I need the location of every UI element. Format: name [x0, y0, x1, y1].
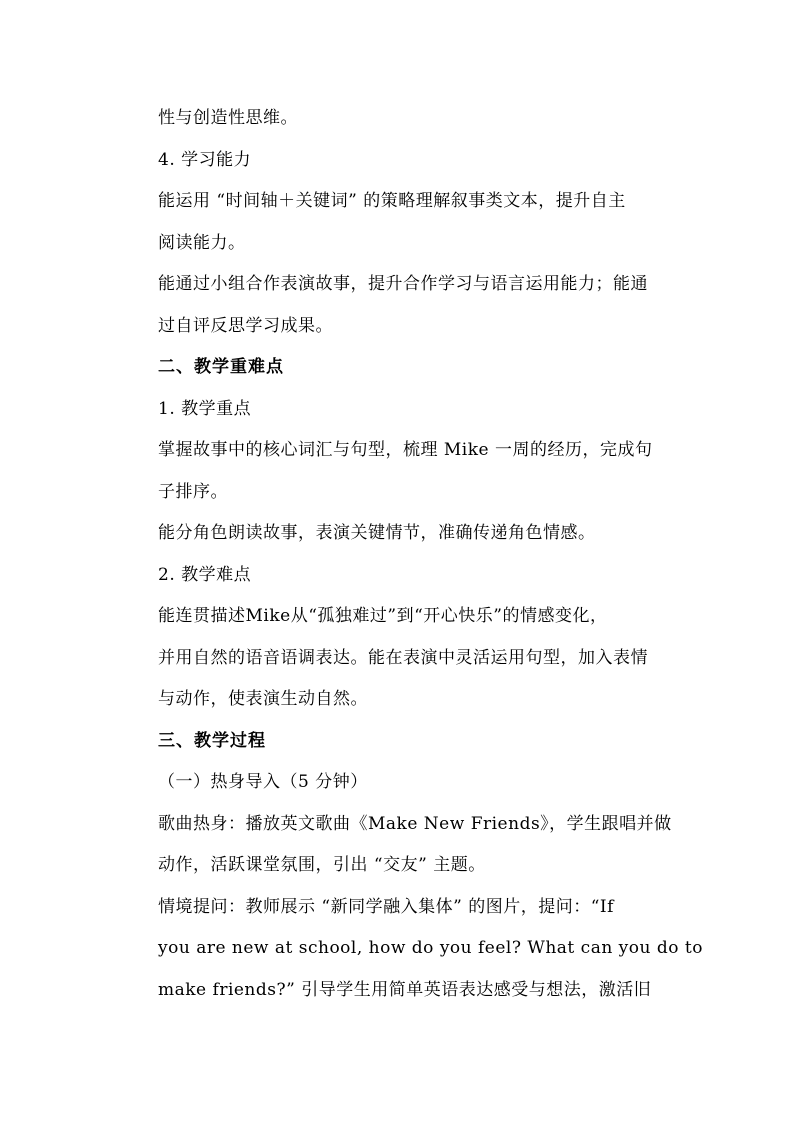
- body-text-line: 阅读能力。: [158, 233, 246, 253]
- body-text-line: 过自评反思学习成果。: [158, 316, 333, 336]
- body-text-line: you are new at school, how do you feel? What can you do to: [158, 938, 703, 958]
- body-text-line: 并用自然的语音语调表达。能在表演中灵活运用句型，加入表情: [158, 648, 648, 668]
- body-text-line: 能通过小组合作表演故事，提升合作学习与语言运用能力；能通: [158, 274, 648, 294]
- body-text-line: 子排序。: [158, 482, 228, 502]
- body-text-line: 情境提问：教师展示 “新同学融入集体” 的图片，提问：“If: [158, 897, 614, 917]
- subheading-teaching-focus: 1. 教学重点: [158, 399, 252, 419]
- subheading-learning-ability: 4. 学习能力: [158, 150, 252, 170]
- body-text-line: 性与创造性思维。: [158, 108, 298, 128]
- body-text-line: 掌握故事中的核心词汇与句型，梳理 Mike 一周的经历，完成句: [158, 440, 653, 460]
- body-text-line: 能分角色朗读故事，表演关键情节，准确传递角色情感。: [158, 523, 596, 543]
- body-text-line: 能运用 “时间轴＋关键词” 的策略理解叙事类文本，提升自主: [158, 191, 626, 211]
- body-text-line: 歌曲热身：播放英文歌曲《Make New Friends》，学生跟唱并做: [158, 814, 672, 834]
- body-text-line: 动作，活跃课堂氛围，引出 “交友” 主题。: [158, 855, 486, 875]
- body-text-line: 与动作，使表演生动自然。: [158, 689, 368, 709]
- body-text-line: 能连贯描述Mike从“孤独难过”到“开心快乐”的情感变化，: [158, 606, 608, 626]
- subheading-warm-up: （一）热身导入（5 分钟）: [158, 772, 368, 792]
- subheading-teaching-difficulty: 2. 教学难点: [158, 565, 252, 585]
- section-heading-key-difficult-points: 二、教学重难点: [158, 357, 284, 377]
- section-heading-teaching-process: 三、教学过程: [158, 731, 266, 751]
- body-text-line: make friends?” 引导学生用简单英语表达感受与想法，激活旧: [158, 980, 652, 1000]
